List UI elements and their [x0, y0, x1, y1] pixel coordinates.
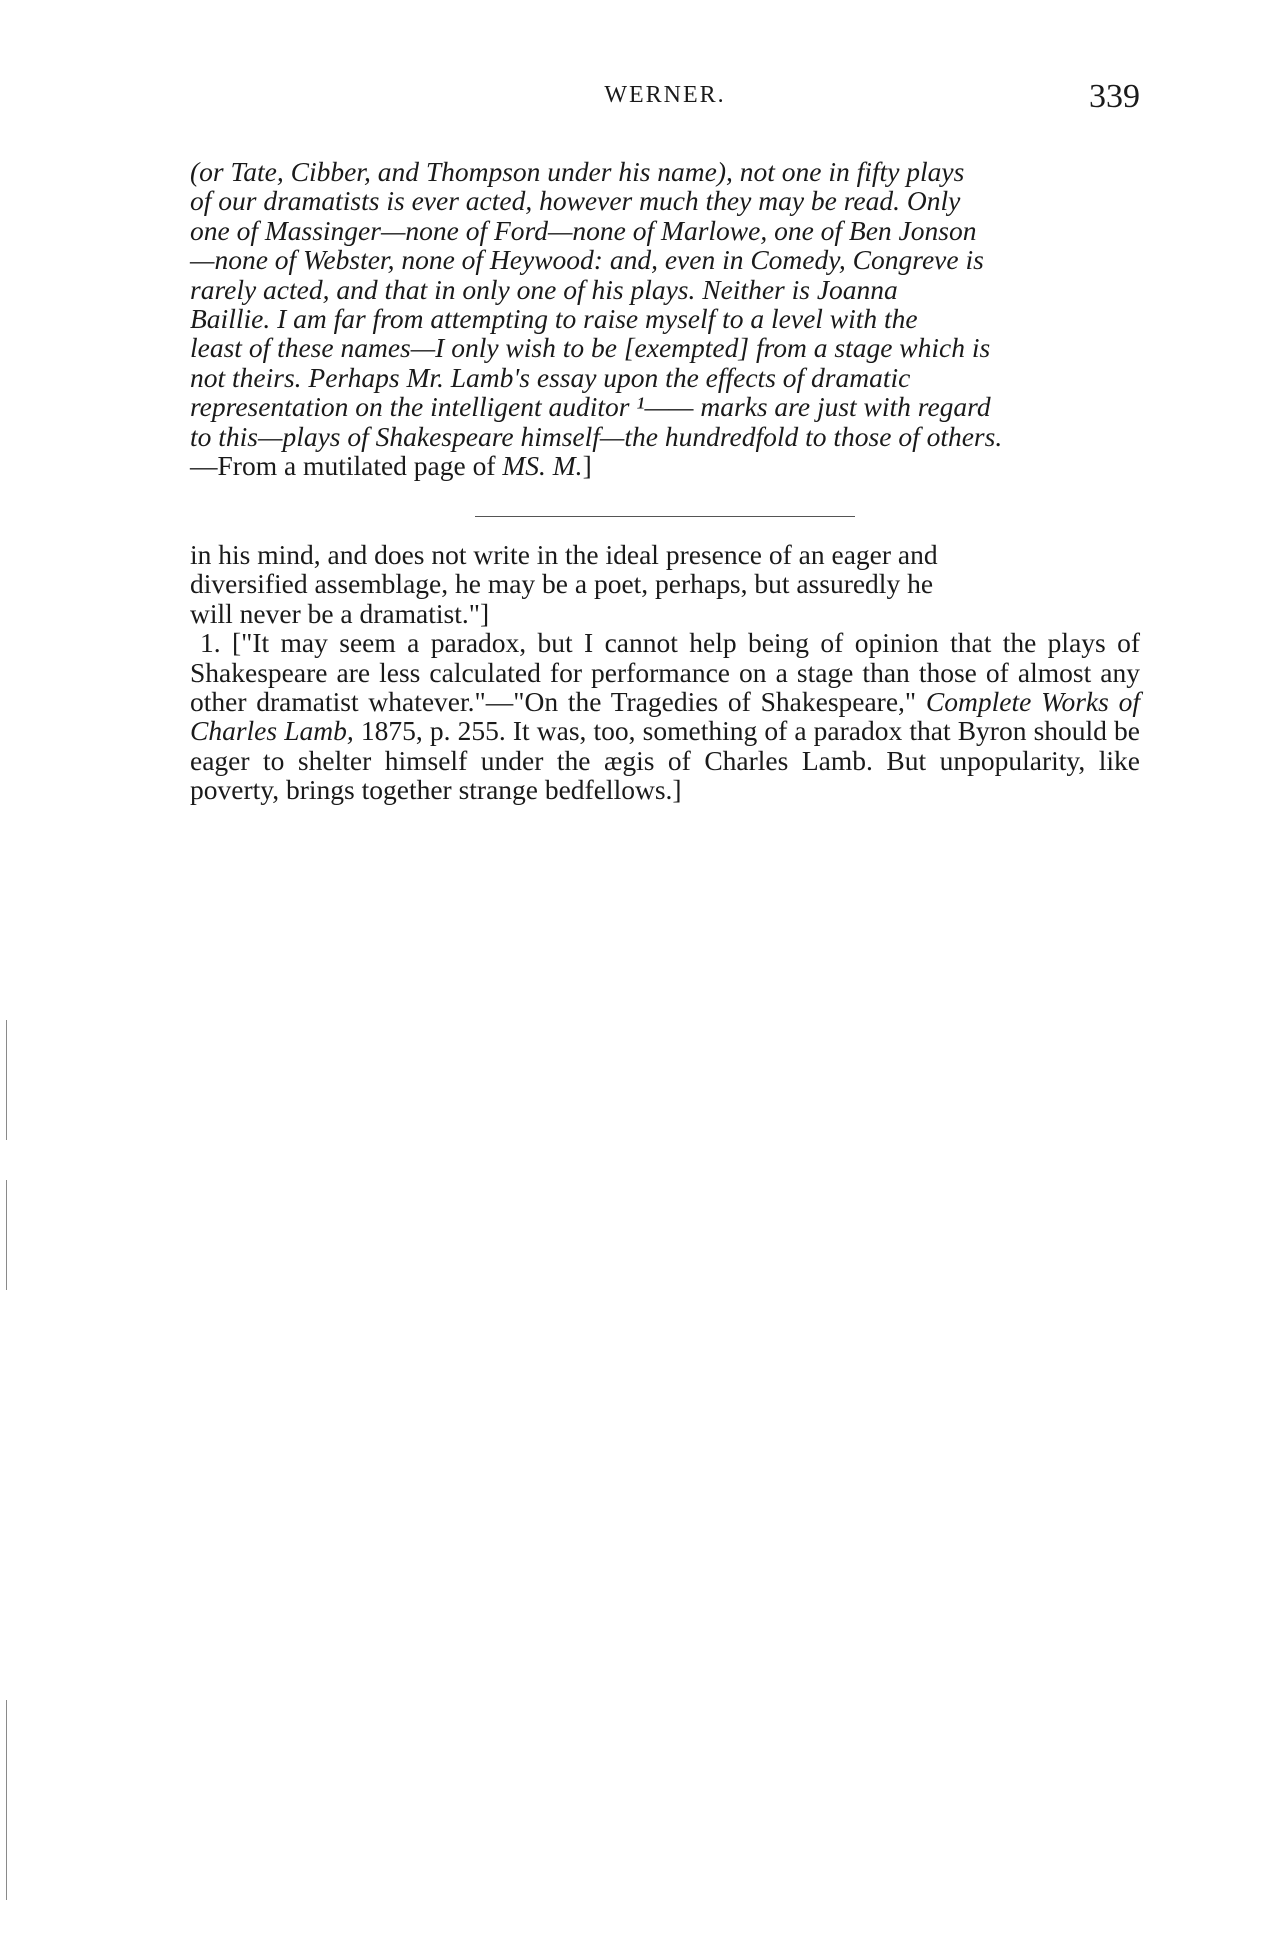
note-line: one of Massinger—none of Ford—none of Marlowe, one of Ben Jonson: [190, 214, 977, 246]
page-number: 339: [1089, 78, 1140, 115]
note-line: not theirs. Perhaps Mr. Lamb's essay upon the effects of dramatic: [190, 361, 911, 393]
note-line: rarely acted, and that in only one of his plays. Neither is Joanna: [190, 273, 898, 305]
editorial-note: [190, 157, 1140, 480]
footnote-continuation: diversified assemblage, he may be a poet, perhaps, but assuredly he: [190, 568, 934, 600]
note-line: least of these names—I only wish to be [exempted] from a stage which is: [190, 332, 991, 364]
footnotes: [190, 540, 1140, 805]
work-title: Complete Works of Charles Lamb,: [190, 686, 1140, 747]
footnote-continuation: will never be a dramatist."]: [190, 597, 490, 629]
note-line: (or Tate, Cibber, and Thompson under his name), not one in fifty plays: [190, 156, 965, 187]
note-line: Baillie. I am far from attempting to raise myself to a level with the: [190, 303, 918, 335]
separator-rule: [475, 516, 855, 517]
scan-edge-mark: [6, 1180, 7, 1290]
page-header: [190, 78, 1140, 128]
note-line: of our dramatists is ever acted, however much they may be read. Only: [190, 185, 961, 217]
note-line: —none of Webster, none of Heywood: and, even in Comedy, Congreve is: [190, 244, 984, 276]
scan-edge-mark: [6, 1020, 7, 1140]
footnote-continuation: in his mind, and does not write in the ideal presence of an eager and: [190, 539, 938, 570]
note-line: representation on the intelligent auditor ¹—— marks are just with regard: [190, 391, 991, 423]
scan-edge-mark: [6, 1700, 7, 1900]
manuscript-ref: MS. M.: [502, 450, 583, 482]
footnote-1: 1. ["It may seem a paradox, but I cannot help being of opinion that the plays of Shakespeare are less calculated for performance on a stage than those of almost any other dramatist whatever."—"On the Tragedies of Shakespeare," Complete Works of Charles Lamb, 1875, p. 255. It was, too, something of a paradox that Byron should be eager to shelter himself under the ægis of Charles Lamb. But unpopularity, like poverty, brings together strange bedfellows.]: [190, 627, 1140, 806]
footnote-label: 1.: [200, 627, 221, 659]
running-head: WERNER.: [604, 82, 726, 108]
note-source: —From a mutilated page of MS. M.]: [190, 450, 592, 482]
note-line: to this—plays of Shakespeare himself—the hundredfold to those of others.: [190, 420, 1003, 452]
